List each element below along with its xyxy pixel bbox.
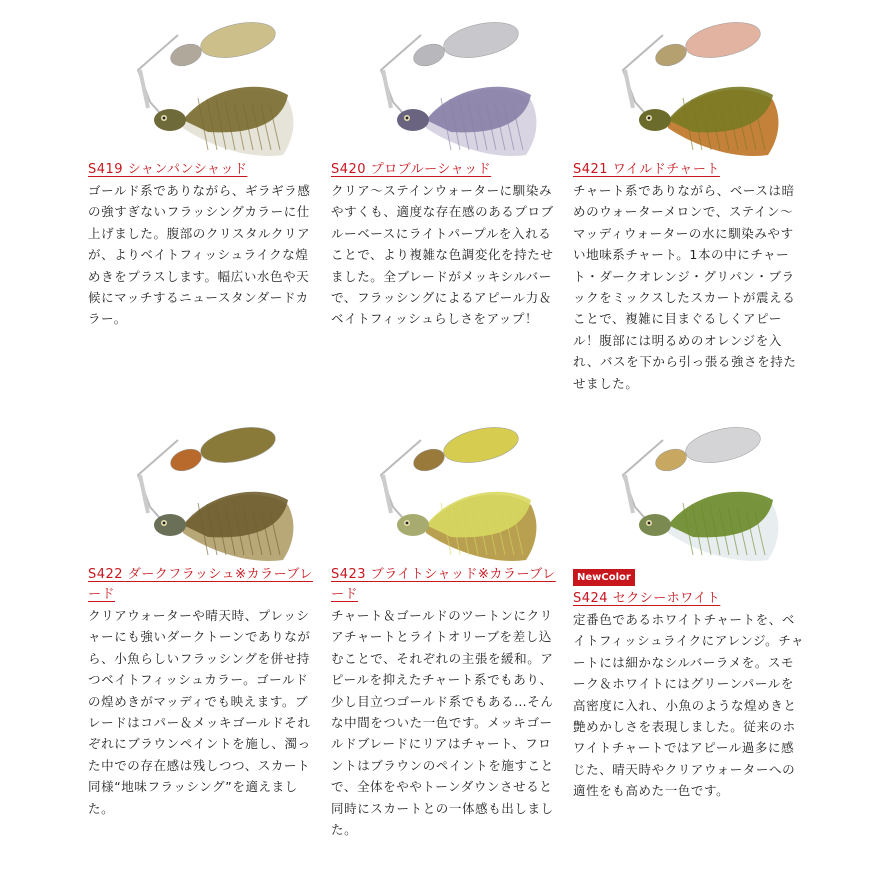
willow-blade <box>441 421 522 468</box>
lure-head <box>639 514 671 536</box>
wire-arm <box>138 35 178 122</box>
lure-head <box>397 109 429 131</box>
product-description: 定番色であるホワイトチャートを、ベイトフィッシュライクにアレンジ。チャートには細かなシルバーラメを。スモーク＆ホワイトにはグリーンパールを高密度に入れ、小魚のような煌めきと艶めかしさを表現しました。従来のホワイトチャートではアピール過多に感じた、晴天時やクリアウォーターへの適性をも高めた一色です。 <box>573 612 805 799</box>
product-card <box>88 10 320 330</box>
product-card <box>331 10 563 330</box>
willow-blade <box>198 16 279 63</box>
lure-image <box>331 415 563 565</box>
colorado-blade <box>168 40 205 70</box>
product-description: チャート系でありながら、ベースは暗めのウォーターメロンで、ステイン～マッディウォーターの水に馴染みやすい地味系チャート。1本の中にチャート・ダークオレンジ・グリパン・ブラックをミックスしたスカートが震えることで、複雑に目まぐるしくアピール！腹部には明るめのオレンジを入れ、バスを下から引っ張る強さを持たせました。 <box>573 183 797 391</box>
product-card <box>573 10 805 394</box>
wire-tube <box>625 475 633 513</box>
product-card <box>331 415 563 840</box>
wire-arm <box>381 35 421 122</box>
colorado-blade <box>653 40 690 70</box>
lure-head <box>154 514 186 536</box>
willow-blade <box>441 16 522 63</box>
lure-pupil <box>163 117 166 120</box>
new-color-badge: NewColor <box>573 569 635 586</box>
wire-arm <box>623 440 663 527</box>
lure-head <box>397 514 429 536</box>
colorado-blade <box>411 40 448 70</box>
product-card <box>573 415 805 802</box>
lure-head <box>639 109 671 131</box>
lure-pupil <box>406 117 409 120</box>
product-title-link[interactable]: S424 セクシーホワイト <box>573 591 721 606</box>
lure-pupil <box>163 522 166 525</box>
wire-arm <box>138 440 178 527</box>
wire-arm <box>381 440 421 527</box>
product-description: チャート＆ゴールドのツートンにクリアチャートとライトオリーブを差し込むことで、それぞれの主張を緩和。アピールを抑えたチャート系でもあり、少し目立つゴールド系でもある…そんな中間をついた一色です。メッキゴールドブレードにリアはチャート、フロントはブラウンのペイントを施すことで、全体をややトーンダウンさせると同時にスカートとの一体感も出しました。 <box>331 608 554 838</box>
wire-tube <box>140 475 148 513</box>
wire-tube <box>625 70 633 108</box>
wire-tube <box>383 475 391 513</box>
willow-blade <box>198 421 279 468</box>
product-title-link[interactable]: S421 ワイルドチャート <box>573 162 720 177</box>
willow-blade <box>683 421 764 468</box>
lure-image <box>331 10 563 160</box>
colorado-blade <box>653 445 690 475</box>
product-description: クリアウォーターや晴天時、プレッシャーにも強いダークトーンでありながら、小魚らしいフラッシングを併せ持つベイトフィッシュカラー。ゴールドの煌めきがマッディでも映えます。ブレードはコパー＆メッキゴールドそれぞれにブラウンペイントを施し、濁った中での存在感は残しつつ、スカート同様“地味フラッシング”を適えました。 <box>88 608 311 816</box>
willow-blade <box>683 16 764 63</box>
product-title-link[interactable]: S422 ダークフラッシュ※カラーブレード <box>88 567 313 602</box>
product-title-link[interactable]: S420 プロブルーシャッド <box>331 162 492 177</box>
colorado-blade <box>168 445 205 475</box>
product-card <box>88 415 320 819</box>
lure-image <box>88 10 320 160</box>
lure-image <box>573 415 805 565</box>
product-description: クリア～ステインウォーターに馴染みやすくも、適度な存在感のあるプロブルーベースにライトパープルを入れることで、より複雑な色調変化を持たせました。全ブレードがメッキシルバーで、フラッシングによるアピール力＆ベイトフィッシュらしさをアップ！ <box>331 183 554 327</box>
colorado-blade <box>411 445 448 475</box>
lure-pupil <box>648 522 651 525</box>
lure-head <box>154 109 186 131</box>
lure-pupil <box>406 522 409 525</box>
product-title-link[interactable]: S423 ブライトシャッド※カラーブレード <box>331 567 556 602</box>
product-title-link[interactable]: S419 シャンパンシャッド <box>88 162 248 177</box>
wire-tube <box>140 70 148 108</box>
lure-image <box>573 10 805 160</box>
product-description: ゴールド系でありながら、ギラギラ感の強すぎないフラッシングカラーに仕上げました。腹部のクリスタルクリアが、よりベイトフィッシュライクな煌めきをプラスします。幅広い水色や天候にマッチするニュースタンダードカラー。 <box>88 183 311 327</box>
lure-pupil <box>648 117 651 120</box>
wire-arm <box>623 35 663 122</box>
wire-tube <box>383 70 391 108</box>
lure-image <box>88 415 320 565</box>
